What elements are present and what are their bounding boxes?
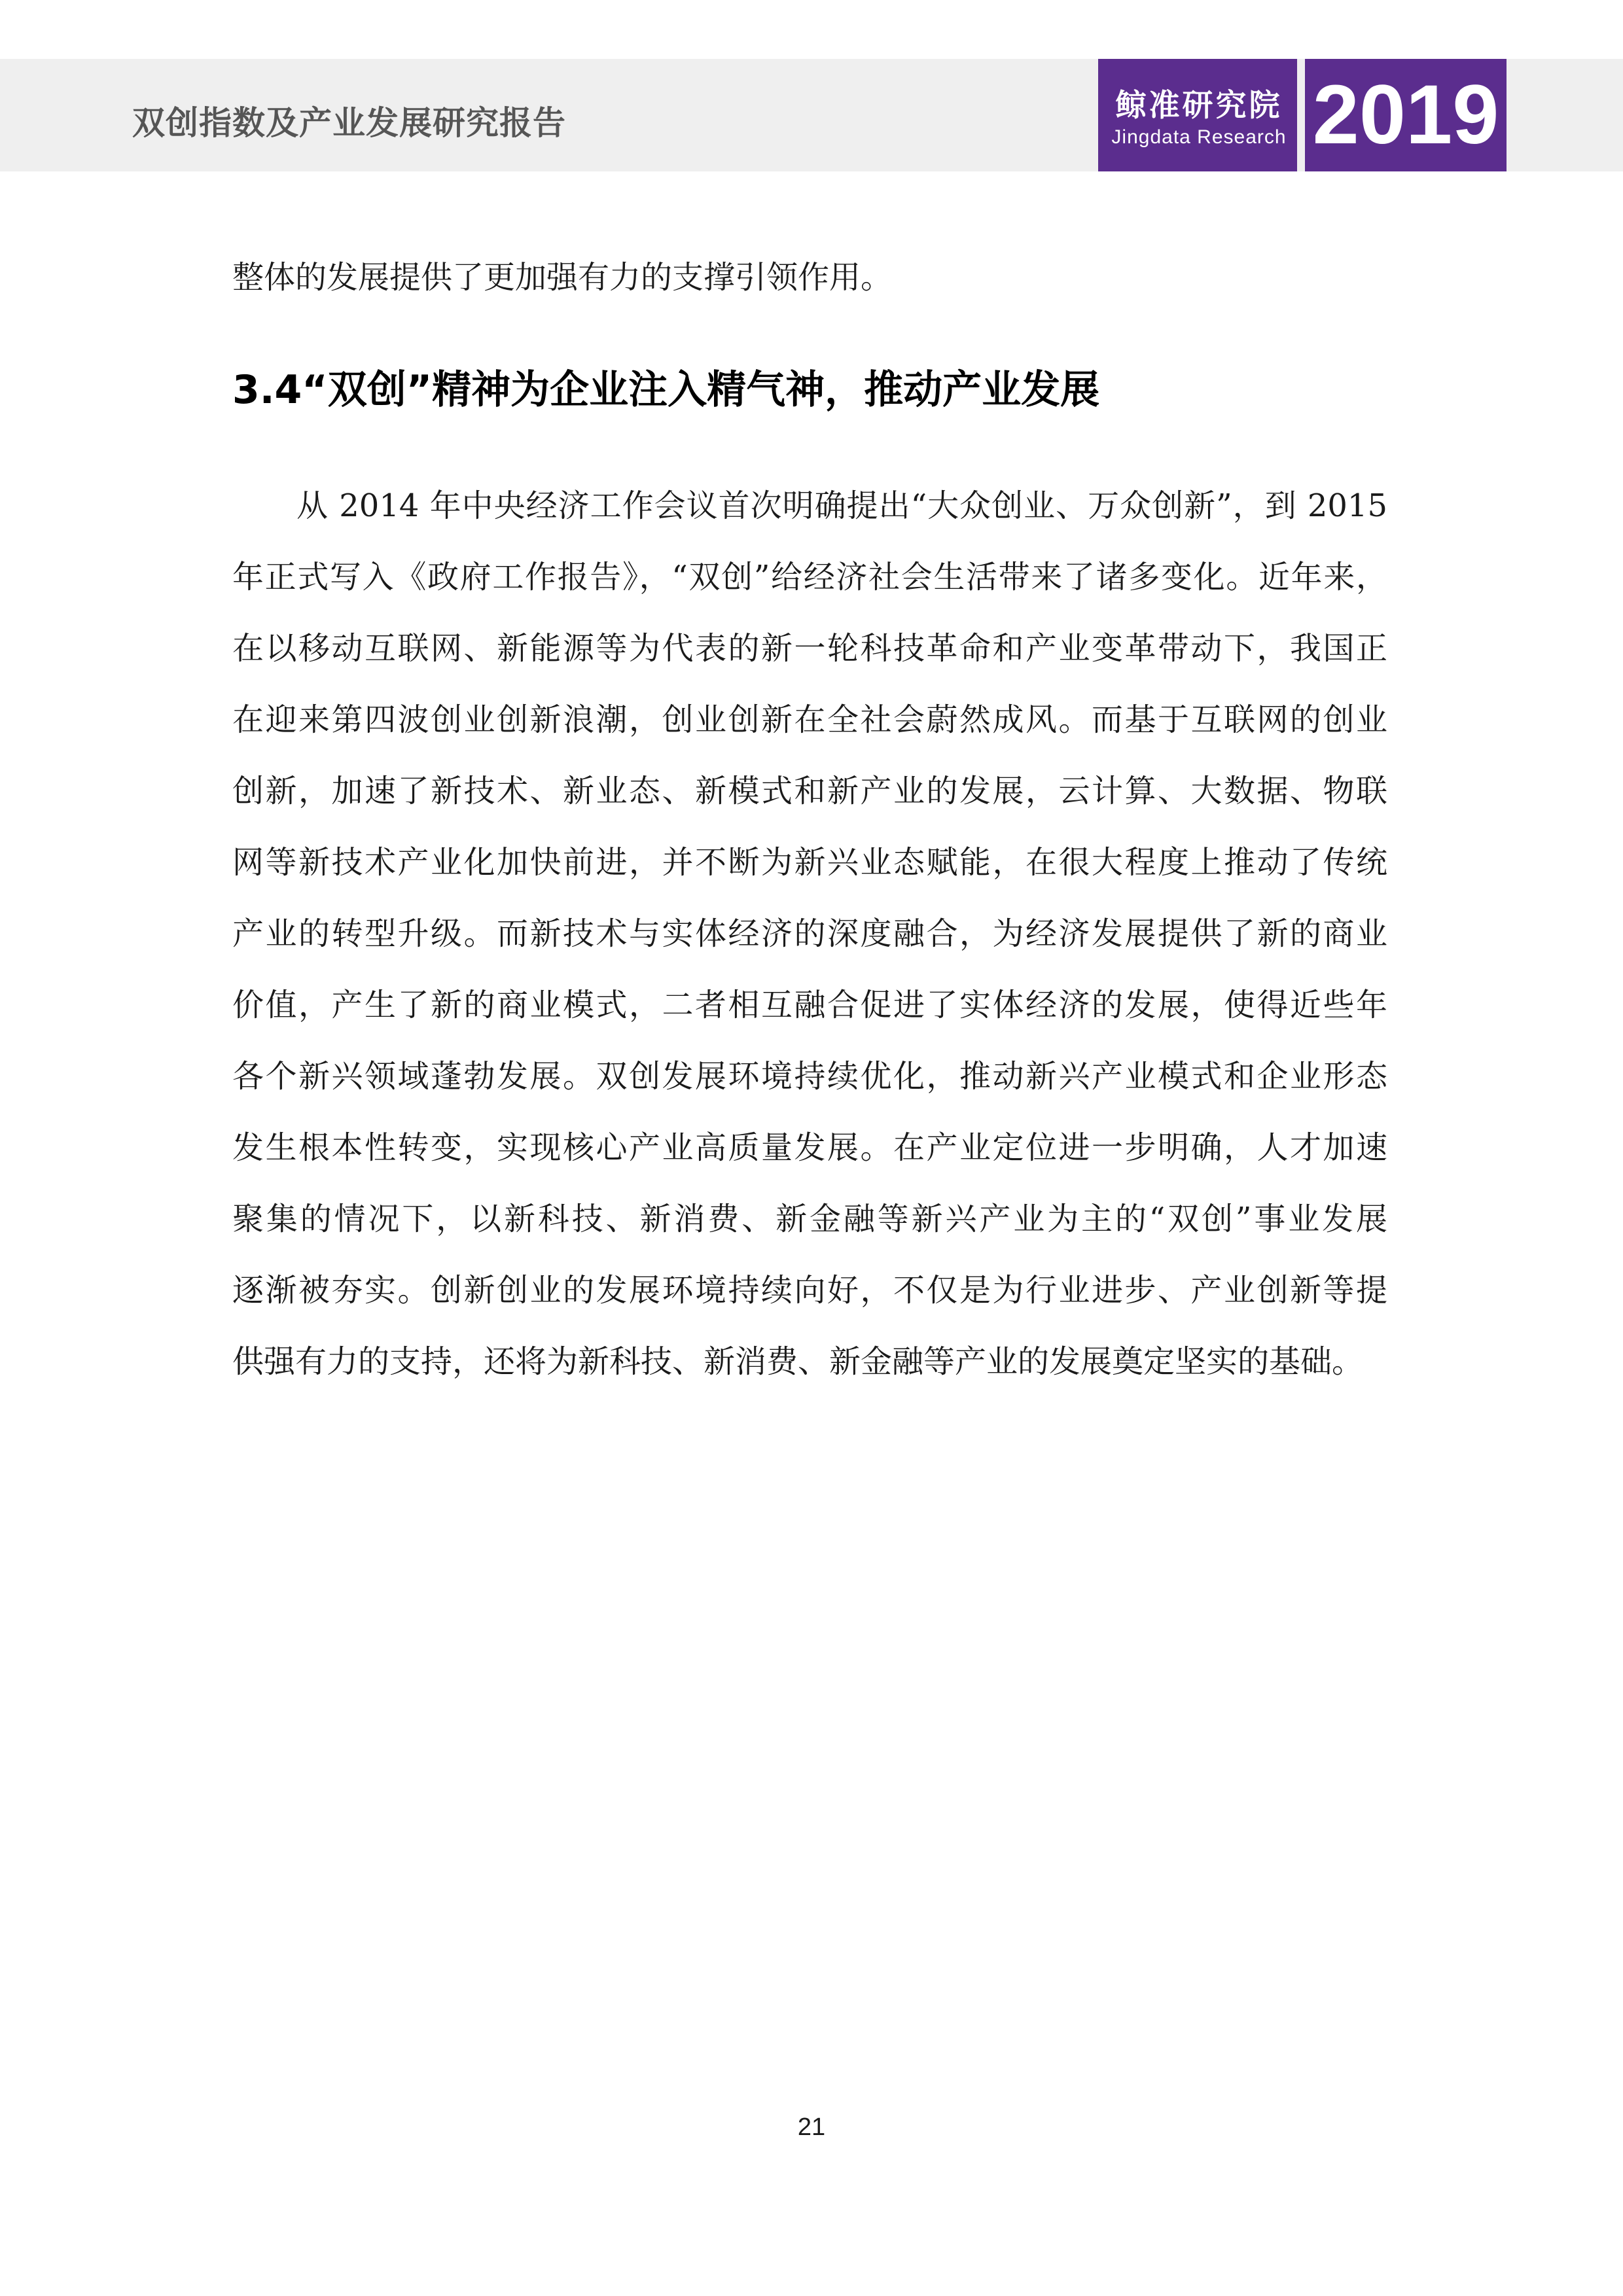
paragraph-line: 在以移动互联网、新能源等为代表的新一轮科技革命和产业变革带动下，我国正: [232, 630, 1387, 667]
paragraph-line: 产业的转型升级。而新技术与实体经济的深度融合，为经济发展提供了新的商业: [232, 915, 1387, 952]
report-title: 双创指数及产业发展研究报告: [132, 104, 566, 142]
paragraph-line: 逐渐被夯实。创新创业的发展环境持续向好，不仅是为行业进步、产业创新等提: [232, 1272, 1387, 1309]
brand-name-cn: 鲸准研究院: [1115, 88, 1283, 124]
paragraph-line: 年正式写入《政府工作报告》，“双创”给经济社会生活带来了诸多变化。近年来，: [232, 559, 1387, 595]
body-paragraph: [232, 481, 1387, 1408]
paragraph-line: 价值，产生了新的商业模式，二者相互融合促进了实体经济的发展，使得近些年: [232, 987, 1387, 1023]
paragraph-line: 在迎来第四波创业创新浪潮，创业创新在全社会蔚然成风。而基于互联网的创业: [232, 701, 1387, 738]
paragraph-line: 发生根本性转变，实现核心产业高质量发展。在产业定位进一步明确，人才加速: [232, 1129, 1387, 1166]
report-year: 2019: [1312, 68, 1499, 162]
paragraph-line: 聚集的情况下，以新科技、新消费、新金融等新兴产业为主的“双创”事业发展: [232, 1201, 1387, 1237]
paragraph-line: 供强有力的支持，还将为新科技、新消费、新金融等产业的发展奠定坚实的基础。: [232, 1343, 1364, 1380]
paragraph-line: 创新，加速了新技术、新业态、新模式和新产业的发展，云计算、大数据、物联: [232, 773, 1387, 809]
continuation-text: 整体的发展提供了更加强有力的支撑引领作用。: [232, 259, 893, 296]
section-heading: 3.4“双创”精神为企业注入精气神，推动产业发展: [232, 367, 1100, 413]
brand-name-en: Jingdata Research: [1111, 126, 1287, 148]
paragraph-line: 网等新技术产业化加快前进，并不断为新兴业态赋能，在很大程度上推动了传统: [232, 844, 1387, 881]
page-number: 21: [797, 2113, 826, 2141]
paragraph-line: 各个新兴领域蓬勃发展。双创发展环境持续优化，推动新兴产业模式和企业形态: [232, 1058, 1387, 1095]
paragraph-line: 从 2014 年中央经济工作会议首次明确提出“大众创业、万众创新”，到 2015: [296, 487, 1387, 524]
